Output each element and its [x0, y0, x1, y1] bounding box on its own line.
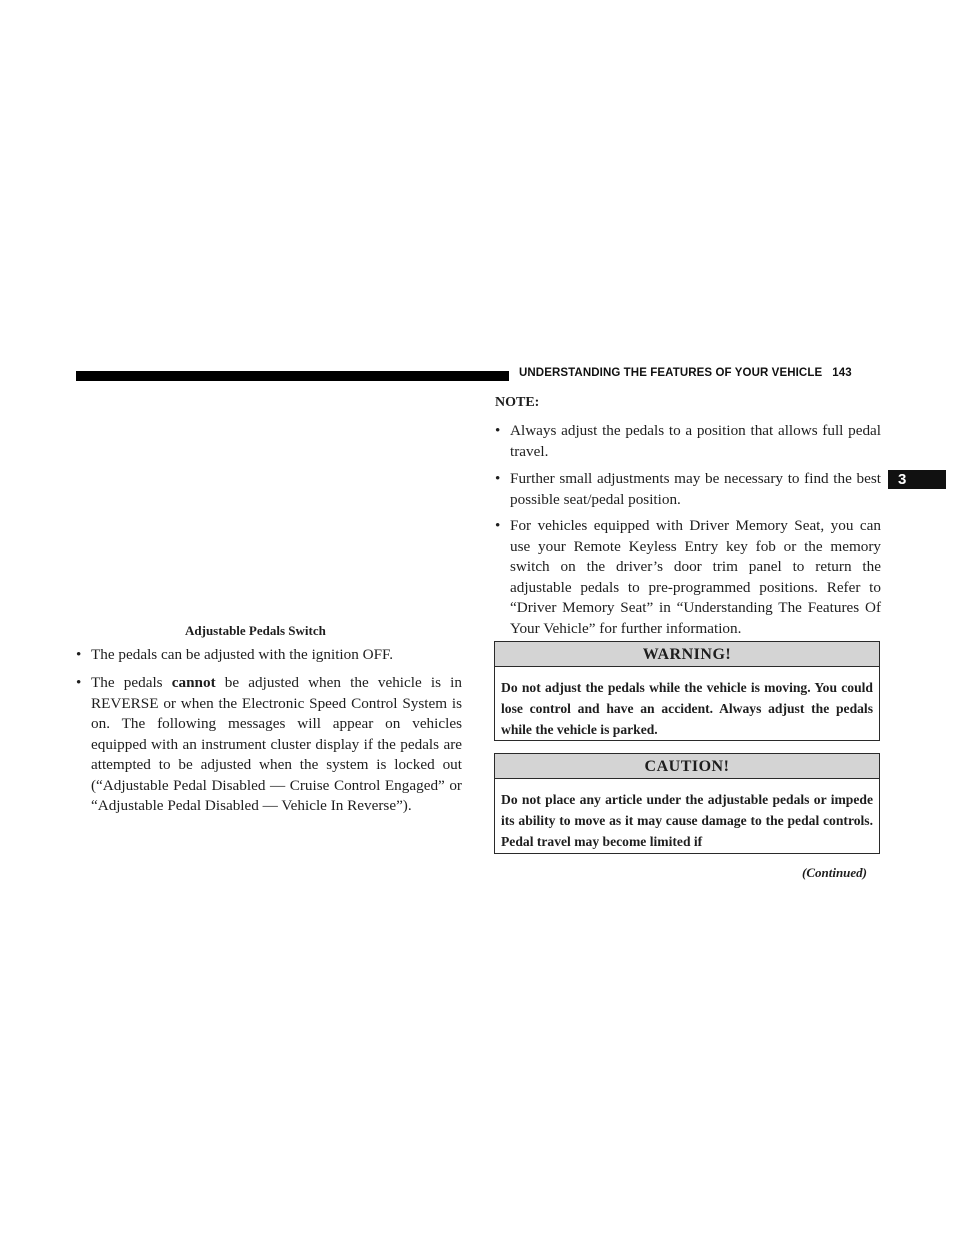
list-item [495, 421, 881, 462]
continued-label: (Continued) [802, 865, 868, 880]
caution-box [494, 753, 880, 854]
list-item-text: Always adjust the pedals to a position that allows full pedal travel. [510, 422, 881, 460]
list-item [495, 469, 881, 510]
list-item [76, 673, 462, 817]
list-item-text [91, 673, 462, 817]
bullet-symbol: • [76, 674, 82, 691]
figure-caption: Adjustable Pedals Switch [185, 623, 326, 638]
warning-text: Do not adjust the pedals while the vehicle is moving. You could lose control and have an accident. Always adjust the pedals while the vehicle is parked. [501, 680, 873, 737]
warning-box [494, 641, 880, 741]
bullet-symbol: • [495, 517, 501, 534]
caution-text: Do not place any article under the adjustable pedals or impede its ability to move as it may cause damage to the pedal controls. Pedal travel may become limited if [501, 792, 873, 849]
chapter-tab: 3 [888, 470, 946, 489]
page-number: 143 [832, 367, 852, 379]
list-item-text: The pedals can be adjusted with the ignition OFF. [91, 646, 394, 663]
list-item-lead: The pedals [91, 674, 172, 691]
list-item [495, 516, 881, 639]
section-title: UNDERSTANDING THE FEATURES OF YOUR VEHICLE [519, 367, 823, 379]
bullet-symbol: • [495, 470, 501, 487]
warning-title: WARNING! [495, 642, 879, 667]
list-item-rest: be adjusted when the vehicle is in REVERSE or when the Electronic Speed Control System is on. The following messages will appear on vehicles equipped with an instrument cluster display if the pedals are attempted to be adjusted when the system is locked out (“Adjustable Pedal Disabled — Cruise Control Engaged” or “Adjustable Pedal Disabled — Vehicle In Reverse”). [91, 674, 462, 814]
list-item-text: For vehicles equipped with Driver Memory Seat, you can use your Remote Keyless Entry key fob or the memory switch on the driver’s door trim panel to return the adjustable pedals to pre-programmed positions. Refer to “Driver Memory Seat” in “Understanding The Features Of Your Vehicle” for further information. [510, 517, 881, 637]
list-item-text: Further small adjustments may be necessary to find the best possible seat/pedal position. [510, 470, 881, 508]
caution-title: CAUTION! [495, 754, 879, 779]
header-rule-bar [76, 371, 509, 381]
running-header [519, 367, 949, 379]
bullet-symbol: • [495, 422, 501, 439]
emphasis-text: cannot [171, 674, 216, 691]
note-heading: NOTE: [495, 395, 540, 410]
bullet-symbol: • [76, 646, 82, 663]
list-item [76, 645, 462, 666]
